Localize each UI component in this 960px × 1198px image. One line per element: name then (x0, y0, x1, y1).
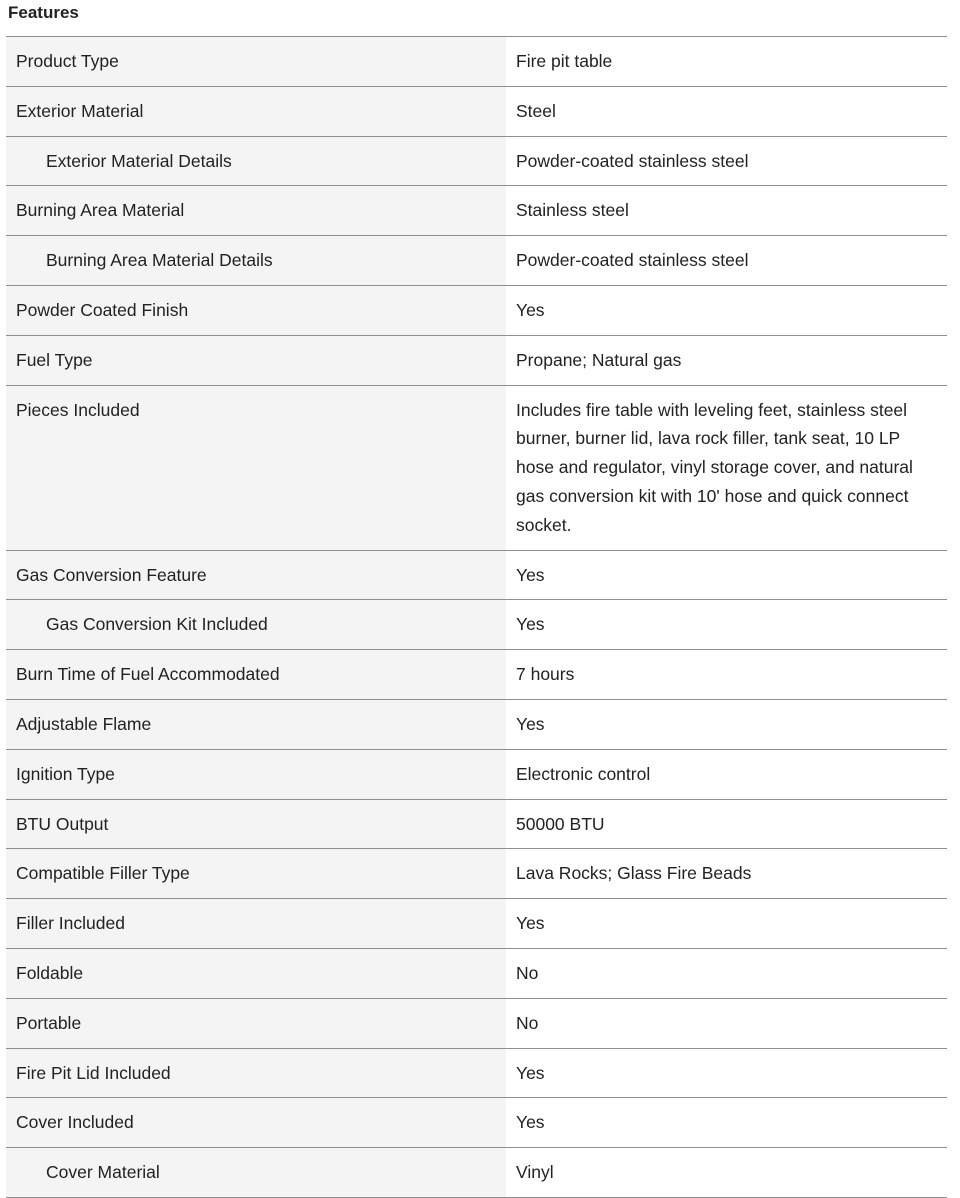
feature-label: Product Type (6, 37, 506, 87)
feature-value: Includes fire table with leveling feet, stainless steel burner, burner lid, lava rock filler, tank seat, 10 LP hose and regulator, vinyl storage cover, and natural gas conversion kit with 10' hose and quick connect socket. (506, 385, 947, 550)
table-row (6, 1148, 947, 1198)
table-row (6, 550, 947, 600)
feature-value: Yes (506, 1048, 947, 1098)
feature-value: No (506, 948, 947, 998)
feature-value: 7 hours (506, 650, 947, 700)
feature-value: 50000 BTU (506, 799, 947, 849)
table-row (6, 899, 947, 949)
feature-value: Electronic control (506, 749, 947, 799)
feature-sub-label: Exterior Material Details (6, 136, 506, 186)
features-table-body (6, 37, 947, 1198)
feature-label: Burn Time of Fuel Accommodated (6, 650, 506, 700)
feature-label: Cover Included (6, 1098, 506, 1148)
feature-label: Portable (6, 998, 506, 1048)
table-row (6, 186, 947, 236)
feature-label: Fuel Type (6, 335, 506, 385)
table-row (6, 335, 947, 385)
feature-value: Powder-coated stainless steel (506, 236, 947, 286)
table-row (6, 699, 947, 749)
feature-value: Vinyl (506, 1148, 947, 1198)
table-row (6, 600, 947, 650)
table-row (6, 948, 947, 998)
table-row (6, 799, 947, 849)
table-row (6, 1048, 947, 1098)
feature-sub-label: Cover Material (6, 1148, 506, 1198)
table-row (6, 998, 947, 1048)
feature-value: Yes (506, 1098, 947, 1148)
section-title: Features (8, 3, 79, 22)
table-row (6, 1098, 947, 1148)
feature-value: Yes (506, 600, 947, 650)
feature-sub-label: Burning Area Material Details (6, 236, 506, 286)
table-row (6, 86, 947, 136)
table-row (6, 285, 947, 335)
feature-value: Lava Rocks; Glass Fire Beads (506, 849, 947, 899)
feature-label: Gas Conversion Feature (6, 550, 506, 600)
table-row (6, 749, 947, 799)
feature-value: No (506, 998, 947, 1048)
feature-label: Exterior Material (6, 86, 506, 136)
feature-value: Fire pit table (506, 37, 947, 87)
feature-sub-label: Gas Conversion Kit Included (6, 600, 506, 650)
table-row (6, 650, 947, 700)
feature-label: Adjustable Flame (6, 699, 506, 749)
feature-value: Yes (506, 899, 947, 949)
feature-label: BTU Output (6, 799, 506, 849)
feature-label: Foldable (6, 948, 506, 998)
feature-value: Yes (506, 285, 947, 335)
feature-value: Yes (506, 699, 947, 749)
feature-value: Steel (506, 86, 947, 136)
table-row (6, 236, 947, 286)
feature-label: Filler Included (6, 899, 506, 949)
feature-label: Powder Coated Finish (6, 285, 506, 335)
feature-value: Yes (506, 550, 947, 600)
feature-value: Powder-coated stainless steel (506, 136, 947, 186)
feature-value: Stainless steel (506, 186, 947, 236)
feature-label: Burning Area Material (6, 186, 506, 236)
feature-label: Fire Pit Lid Included (6, 1048, 506, 1098)
feature-value: Propane; Natural gas (506, 335, 947, 385)
table-row (6, 136, 947, 186)
feature-label: Compatible Filler Type (6, 849, 506, 899)
features-table (6, 36, 947, 1198)
table-row (6, 37, 947, 87)
table-row (6, 385, 947, 550)
feature-label: Pieces Included (6, 385, 506, 550)
feature-label: Ignition Type (6, 749, 506, 799)
table-row (6, 849, 947, 899)
